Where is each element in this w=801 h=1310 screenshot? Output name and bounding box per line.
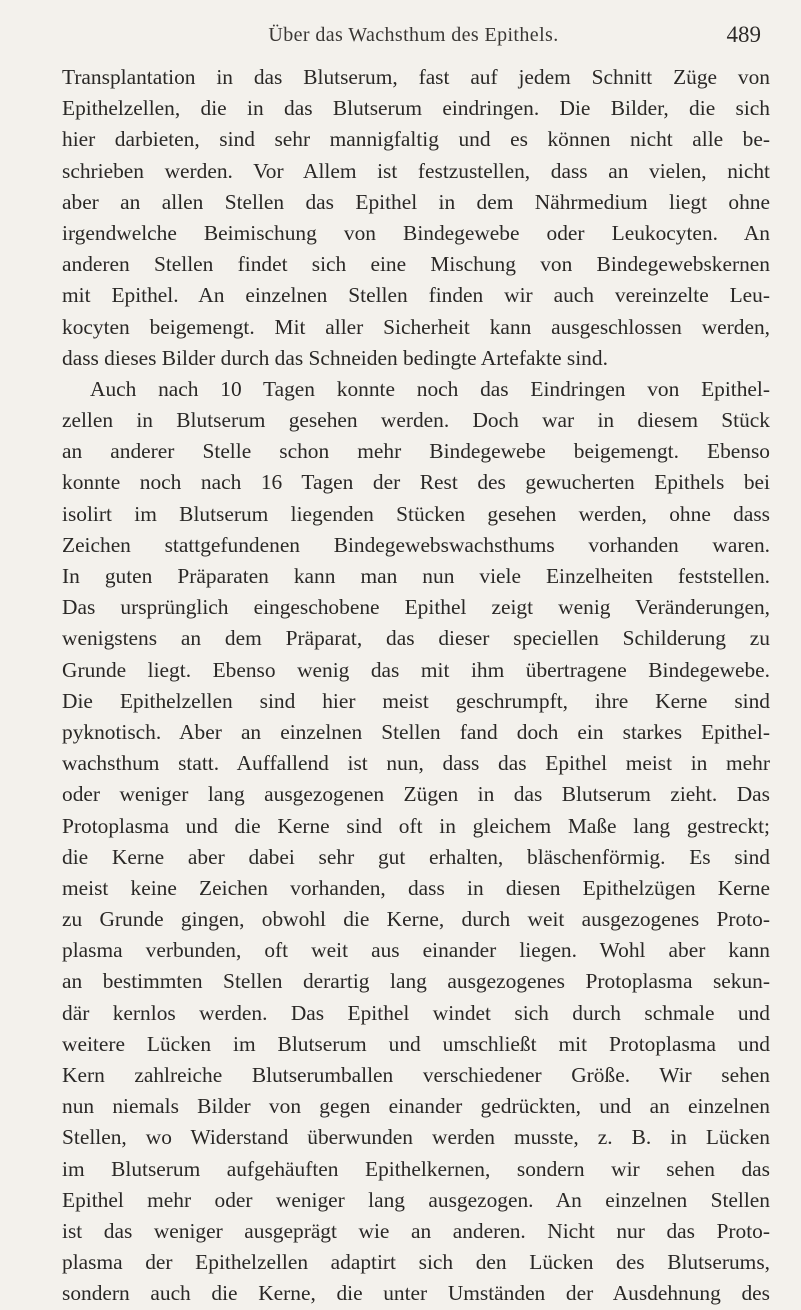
text-line: wenigstens an dem Präparat, das dieser speciellen Schilderung zu (62, 626, 770, 651)
text-line: Die Epithelzellen sind hier meist geschrumpft, ihre Kerne sind (62, 688, 770, 713)
text-line: där kernlos werden. Das Epithel windet sich durch schmale und (62, 1000, 770, 1025)
text-line: Transplantation in das Blutserum, fast auf jedem Schnitt Züge von (62, 65, 770, 89)
text-line: aber an allen Stellen das Epithel in dem Nährmedium liegt ohne (62, 189, 770, 214)
text-line: oder weniger lang ausgezogenen Zügen in das Blutserum zieht. Das (62, 782, 770, 807)
text-line: sondern auch die Kerne, die unter Umständen der Ausdehnung des (62, 1281, 770, 1306)
text-line: kocyten beigemengt. Mit aller Sicherheit kann ausgeschlossen werden, (62, 314, 770, 339)
text-line: zellen in Blutserum gesehen werden. Doch war in diesem Stück (62, 408, 770, 433)
text-line: In guten Präparaten kann man nun viele Einzelheiten feststellen. (62, 564, 770, 588)
page-header (62, 20, 765, 54)
text-line: nun niemals Bilder von gegen einander gedrückten, und an einzelnen (62, 1094, 770, 1119)
text-line: Das ursprünglich eingeschobene Epithel zeigt wenig Veränderungen, (62, 595, 770, 620)
page-number: 489 (726, 22, 761, 47)
text-line: an anderer Stelle schon mehr Bindegewebe beigemengt. Ebenso (62, 439, 770, 464)
text-line: ist das weniger ausgeprägt wie an anderen. Nicht nur das Proto- (62, 1218, 770, 1243)
text-line: Auch nach 10 Tagen konnte noch das Eindringen von Epithel- (90, 376, 770, 401)
text-line: pyknotisch. Aber an einzelnen Stellen fand doch ein starkes Epithel- (62, 719, 770, 744)
text-line: konnte noch nach 16 Tagen der Rest des gewucherten Epithels bei (62, 470, 770, 495)
text-line: im Blutserum aufgehäuften Epithelkernen, sondern wir sehen das (62, 1156, 770, 1181)
text-line: isolirt im Blutserum liegenden Stücken gesehen werden, ohne dass (62, 501, 770, 526)
text-line: zu Grunde gingen, obwohl die Kerne, durch weit ausgezogenes Proto- (62, 907, 770, 932)
text-line: die Kerne aber dabei sehr gut erhalten, bläschenförmig. Es sind (62, 844, 770, 869)
text-line: Kern zahlreiche Blutserumballen verschiedener Größe. Wir sehen (62, 1063, 770, 1087)
text-line: meist keine Zeichen vorhanden, dass in diesen Epithelzügen Kerne (62, 875, 770, 900)
text-line: plasma verbunden, oft weit aus einander liegen. Wohl aber kann (62, 938, 770, 963)
text-line: Protoplasma und die Kerne sind oft in gleichem Maße lang gestreckt; (62, 813, 770, 838)
text-line: Epithel mehr oder weniger lang ausgezogen. An einzelnen Stellen (62, 1187, 770, 1212)
text-line: Epithelzellen, die in das Blutserum eindringen. Die Bilder, die sich (62, 96, 770, 121)
text-line: Zeichen stattgefundenen Bindegewebswachsthums vorhanden waren. (62, 532, 770, 557)
running-head: Über das Wachsthum des Epithels. (268, 24, 559, 46)
text-line: dass dieses Bilder durch das Schneiden bedingte Artefakte sind. (62, 345, 608, 370)
text-line: mit Epithel. An einzelnen Stellen finden wir auch vereinzelte Leu- (62, 283, 770, 308)
text-line: plasma der Epithelzellen adaptirt sich den Lücken des Blutserums, (62, 1250, 770, 1275)
text-line: irgendwelche Beimischung von Bindegewebe oder Leukocyten. An (62, 220, 770, 245)
text-line: schrieben werden. Vor Allem ist festzustellen, dass an vielen, nicht (62, 158, 770, 183)
text-line: weitere Lücken im Blutserum und umschließt mit Protoplasma und (62, 1031, 770, 1056)
text-line: wachsthum statt. Auffallend ist nun, dass das Epithel meist in mehr (62, 751, 770, 776)
text-line: Grunde liegt. Ebenso wenig das mit ihm übertragene Bindegewebe. (62, 657, 770, 682)
text-line: Stellen, wo Widerstand überwunden werden musste, z. B. in Lücken (62, 1125, 770, 1150)
text-line: hier darbieten, sind sehr mannigfaltig und es können nicht alle be- (62, 127, 770, 152)
text-line: an bestimmten Stellen derartig lang ausgezogenes Protoplasma sekun- (62, 969, 770, 994)
body-text (62, 62, 770, 1310)
text-line: anderen Stellen findet sich eine Mischung von Bindegewebskernen (62, 252, 770, 277)
